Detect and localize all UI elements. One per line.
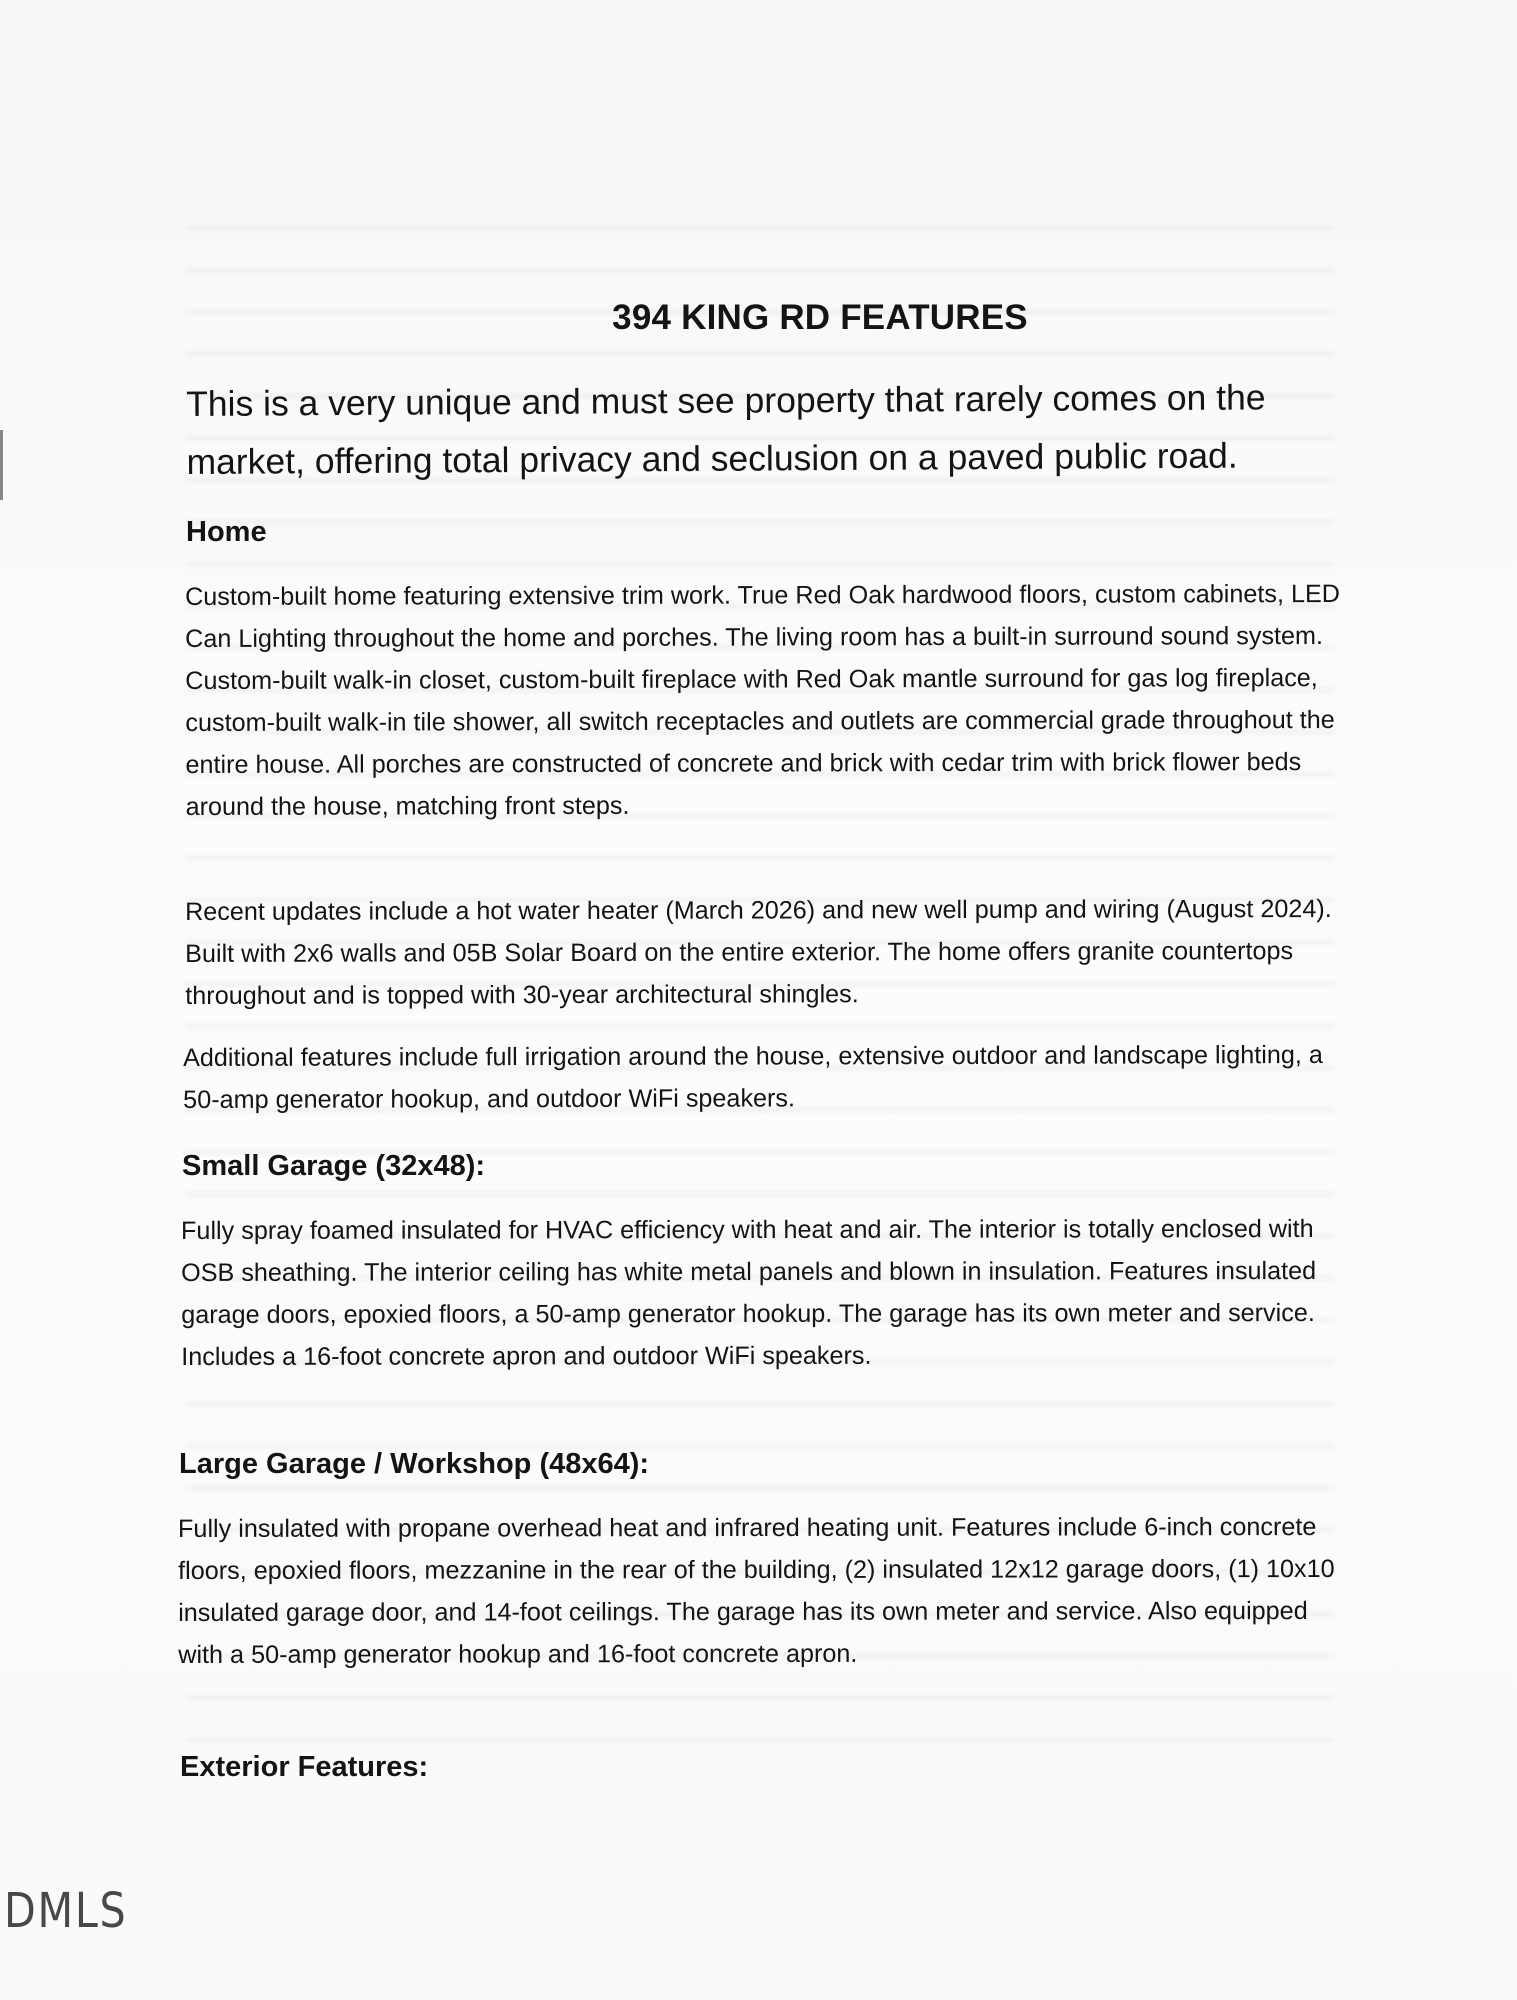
- home-paragraph-updates: Recent updates include a hot water heater (March 2026) and new well pump and wiring (August 2024). Built with 2x6 walls and 05B Solar Board on the entire exterior. The home offers granite countertops throughout and is topped with 30-year architectural shingles.: [185, 894, 1332, 1010]
- large-garage-paragraph: Fully insulated with propane overhead heat and infrared heating unit. Features include 6-inch concrete floors, epoxied floors, mezzanine in the rear of the building, (2) insulated 12x12 garage doors, (1) 10x10 insulated garage door, and 14-foot ceilings. The garage has its own meter and service. Also equipped with a 50-amp generator hookup and 16-foot concrete apron.: [178, 1513, 1335, 1669]
- intro-statement: This is a very unique and must see property that rarely comes on the market, offering total privacy and seclusion on a paved public road.: [186, 377, 1266, 482]
- home-paragraph-additional: Additional features include full irrigation around the house, extensive outdoor and landscape lighting, a 50-amp generator hookup, and outdoor WiFi speakers.: [183, 1041, 1323, 1114]
- section-heading-large-garage: Large Garage / Workshop (48x64):: [179, 1448, 650, 1480]
- section-heading-small-garage: Small Garage (32x48):: [182, 1150, 486, 1182]
- home-paragraph-features: Custom-built home featuring extensive trim work. True Red Oak hardwood floors, custom cabinets, LED Can Lighting throughout the home and porches. The living room has a built-in surround sound system. Custom-built walk-in closet, custom-built fireplace with Red Oak mantle surround for gas log fireplace, custom-built walk-in tile shower, all switch receptacles and outlets are commercial grade throughout the entire house. All porches are constructed of concrete and brick with cedar trim with brick flower beds around the house, matching front steps.: [185, 579, 1341, 821]
- section-heading-home: Home: [186, 516, 267, 548]
- small-garage-paragraph: Fully spray foamed insulated for HVAC efficiency with heat and air. The interior is totally enclosed with OSB sheathing. The interior ceiling has white metal panels and blown in insulation. Features insulated garage doors, epoxied floors, a 50-amp generator hookup. The garage has its own meter and service. Includes a 16-foot concrete apron and outdoor WiFi speakers.: [181, 1215, 1317, 1371]
- document-title: 394 KING RD FEATURES: [612, 298, 1028, 337]
- section-heading-exterior-features: Exterior Features:: [180, 1751, 429, 1783]
- dmls-watermark-logo: DMLS: [4, 1883, 128, 1939]
